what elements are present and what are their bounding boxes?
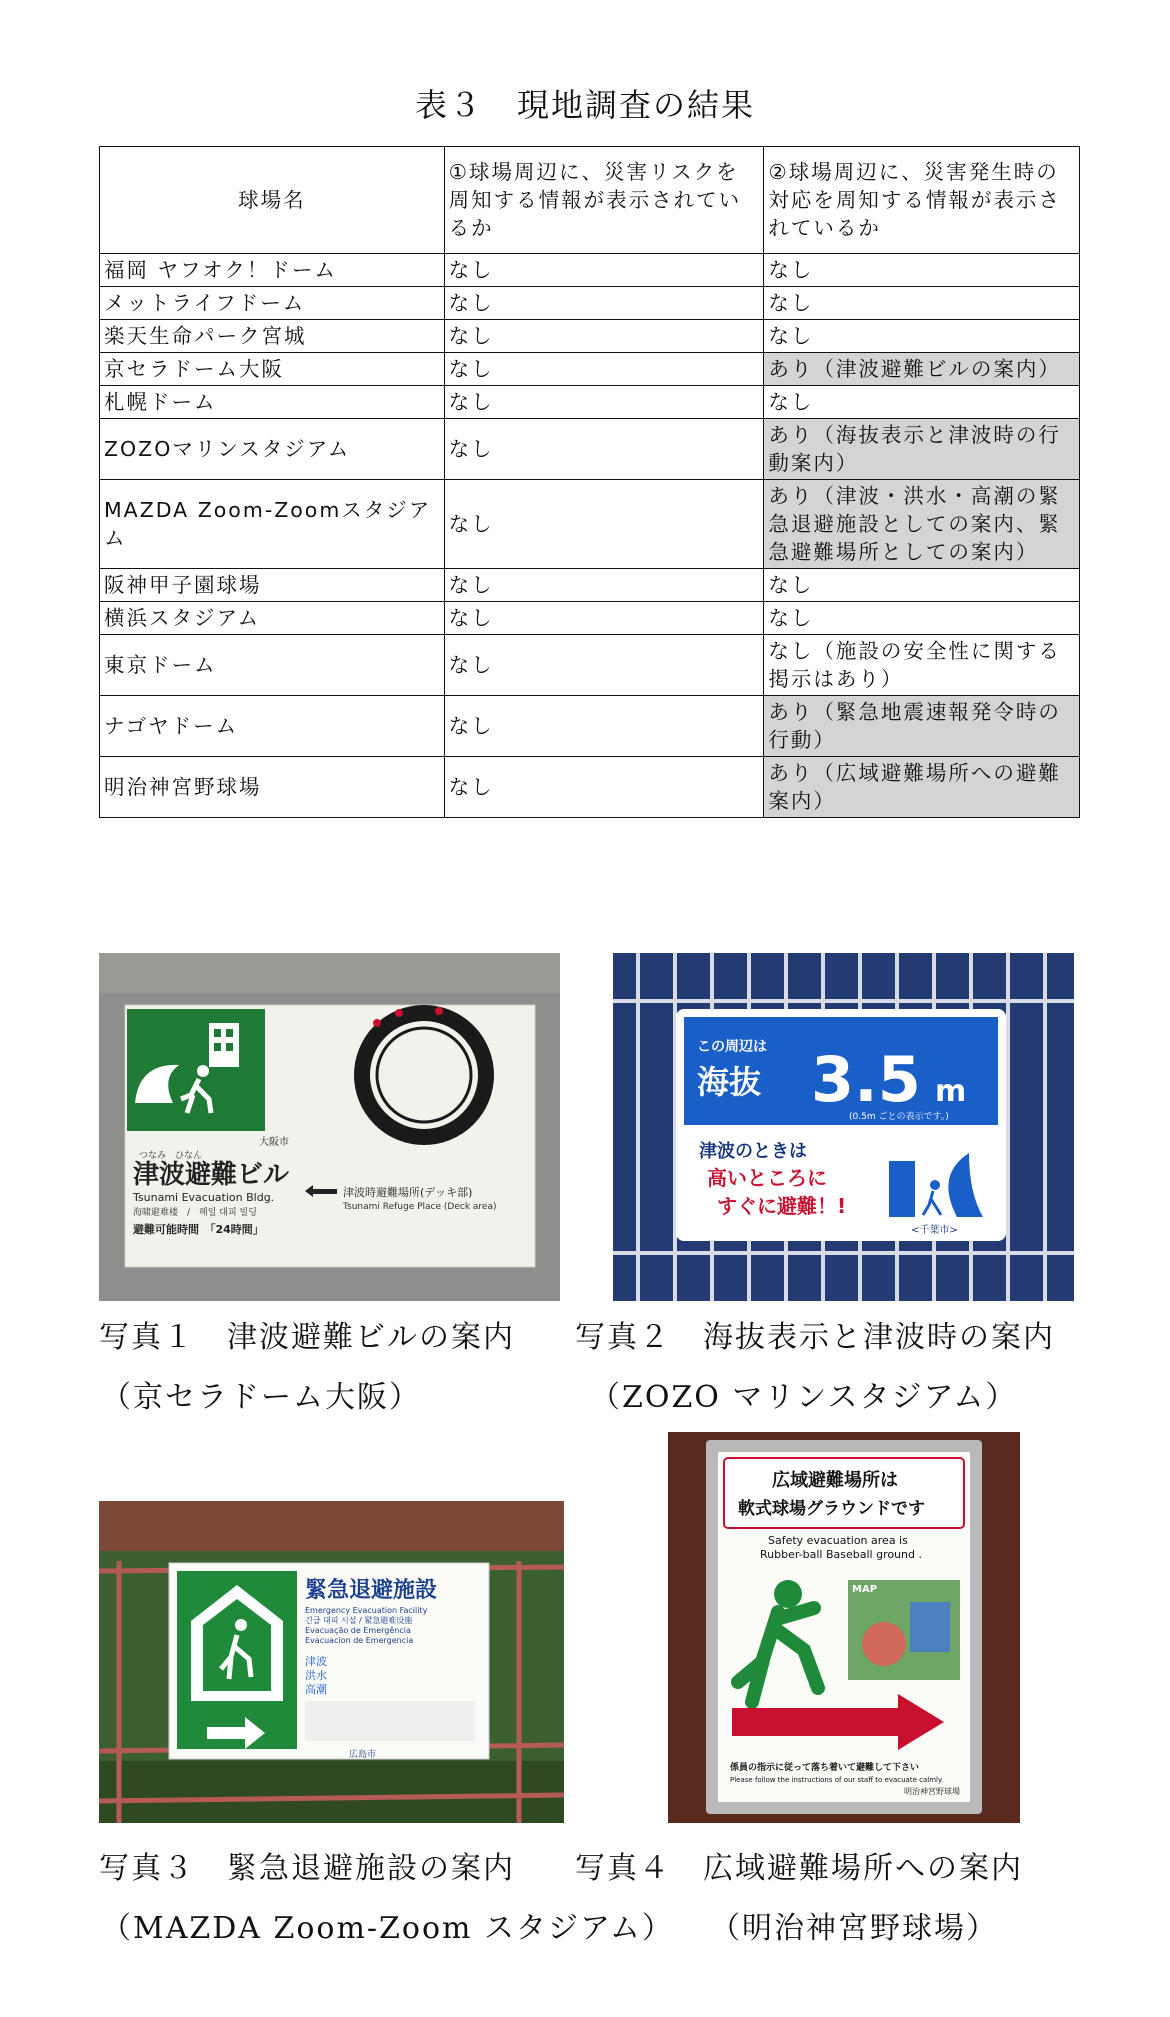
photo-1-subcaption: （京セラドーム大阪） [101, 1380, 421, 1415]
table-row [100, 569, 1080, 602]
photo2-top-small: この周辺は [697, 1039, 767, 1055]
response-info-cell: なし [764, 602, 1080, 635]
response-info-cell: なし [764, 320, 1080, 353]
table-row [100, 353, 1080, 386]
risk-info-cell: なし [444, 287, 764, 320]
photo4-en2: Rubber-ball Baseball ground . [760, 1548, 923, 1561]
photo1-city: 大阪市 [259, 1137, 289, 1148]
risk-info-cell: なし [444, 696, 764, 757]
table-row [100, 386, 1080, 419]
photo4-owner: 明治神宮野球場 [904, 1787, 960, 1796]
response-info-cell: なし [764, 569, 1080, 602]
photo-1-tsunami-building-sign [99, 953, 560, 1301]
stadium-name-cell: 明治神宮野球場 [100, 757, 445, 818]
response-info-cell: あり（津波・洪水・高潮の緊急退避施設としての案内、緊急避難場所としての案内） [764, 480, 1080, 569]
photo1-map-en: Tsunami Refuge Place (Deck area) [343, 1202, 497, 1212]
stadium-name-cell: 京セラドーム大阪 [100, 353, 445, 386]
table-row [100, 254, 1080, 287]
response-info-cell: あり（広域避難場所への避難案内） [764, 757, 1080, 818]
photo3-h2: 洪水 [305, 1669, 327, 1682]
header-risk-info: ①球場周辺に、災害リスクを周知する情報が表示されているか [444, 147, 764, 254]
photo3-en2: 긴급 대피 시설 / 紧急避难设施 [305, 1616, 413, 1625]
photo2-unit: m [935, 1074, 967, 1109]
stadium-name-cell: MAZDA Zoom-Zoomスタジアム [100, 480, 445, 569]
table-row [100, 696, 1080, 757]
tsunami-pictogram-icon [127, 1009, 265, 1131]
photo1-sign-zhko: 海啸避难楼 / 해일 대피 빌딩 [133, 1208, 257, 1218]
results-table [99, 146, 1080, 818]
photo2-city: <千葉市> [911, 1225, 958, 1236]
photo1-sign-en: Tsunami Evacuation Bldg. [133, 1191, 275, 1204]
photo4-title1: 広域避難場所は [772, 1470, 898, 1491]
photo3-en1: Emergency Evacuation Facility [305, 1606, 428, 1615]
photo1-hours: 避難可能時間 「24時間」 [133, 1223, 264, 1236]
photo3-en3: Evacuação de Emergência [305, 1626, 411, 1635]
stadium-name-cell: 阪神甲子園球場 [100, 569, 445, 602]
photo2-value: 3.5 [811, 1043, 921, 1116]
photo2-line2: 高いところに [707, 1166, 827, 1190]
response-info-cell: なし（施設の安全性に関する掲示はあり） [764, 635, 1080, 696]
photo-2-elevation-sign [613, 953, 1074, 1301]
response-info-cell: なし [764, 254, 1080, 287]
photo-4-wide-area-evacuation-sign [668, 1432, 1020, 1823]
photo4-foot2: Please follow the instructions of our staff to evacuate calmly. [730, 1776, 944, 1784]
page-title: 表３ 現地調査の結果 [414, 86, 755, 124]
table-row [100, 320, 1080, 353]
table-row [100, 757, 1080, 818]
stadium-name-cell: 楽天生命パーク宮城 [100, 320, 445, 353]
photo4-foot1: 係員の指示に従って落ち着いて避難して下さい [730, 1763, 920, 1773]
table-row [100, 419, 1080, 480]
photo4-title2: 軟式球場グラウンドです [738, 1499, 925, 1519]
risk-info-cell: なし [444, 757, 764, 818]
table-row [100, 287, 1080, 320]
risk-info-cell: なし [444, 602, 764, 635]
photo-2-caption: 写真２ 海抜表示と津波時の案内 [575, 1320, 1055, 1355]
photo2-note: (0.5m ごとの表示です。) [849, 1112, 949, 1122]
photo4-en1: Safety evacuation area is [768, 1534, 908, 1547]
photo2-line1: 津波のときは [699, 1141, 807, 1162]
risk-info-cell: なし [444, 480, 764, 569]
photo-1-caption: 写真１ 津波避難ビルの案内 [99, 1320, 515, 1355]
stadium-name-cell: 東京ドーム [100, 635, 445, 696]
risk-info-cell: なし [444, 320, 764, 353]
risk-info-cell: なし [444, 254, 764, 287]
results-table-body [100, 254, 1080, 818]
stadium-name-cell: 横浜スタジアム [100, 602, 445, 635]
photo3-h1: 津波 [305, 1655, 327, 1668]
photo1-map-label: 津波時避難場所(デッキ部) [343, 1186, 473, 1199]
photo-4-caption: 写真４ 広域避難場所への案内 [575, 1851, 1023, 1886]
photo-2-subcaption: （ZOZO マリンスタジアム） [590, 1380, 1018, 1415]
stadium-name-cell: ZOZOマリンスタジアム [100, 419, 445, 480]
photo4-map: MAP [852, 1584, 878, 1595]
table-row [100, 480, 1080, 569]
risk-info-cell: なし [444, 635, 764, 696]
risk-info-cell: なし [444, 386, 764, 419]
photo3-title: 緊急退避施設 [305, 1578, 438, 1603]
photo3-city: 広島市 [349, 1750, 377, 1760]
risk-info-cell: なし [444, 569, 764, 602]
response-info-cell: あり（緊急地震速報発令時の行動） [764, 696, 1080, 757]
risk-info-cell: なし [444, 419, 764, 480]
photo-4-subcaption: （明治神宮野球場） [710, 1911, 998, 1946]
table-row [100, 635, 1080, 696]
table-row [100, 602, 1080, 635]
photo1-ruby: つなみ ひなん [139, 1151, 203, 1161]
photo3-h3: 高潮 [305, 1683, 327, 1696]
response-info-cell: なし [764, 287, 1080, 320]
photo2-line3: すぐに避難！! [717, 1194, 847, 1218]
risk-info-cell: なし [444, 353, 764, 386]
stadium-name-cell: メットライフドーム [100, 287, 445, 320]
stadium-name-cell: 札幌ドーム [100, 386, 445, 419]
header-response-info: ②球場周辺に、災害発生時の対応を周知する情報が表示されているか [764, 147, 1080, 254]
photo-3-caption: 写真３ 緊急退避施設の案内 [99, 1851, 515, 1886]
response-info-cell: あり（津波避難ビルの案内） [764, 353, 1080, 386]
photo-3-subcaption: （MAZDA Zoom-Zoom スタジアム） [101, 1911, 674, 1946]
photo-3-emergency-facility-sign [99, 1501, 564, 1823]
stadium-name-cell: ナゴヤドーム [100, 696, 445, 757]
header-stadium: 球場名 [100, 147, 445, 254]
stadium-name-cell: 福岡 ヤフオク！ドーム [100, 254, 445, 287]
response-info-cell: なし [764, 386, 1080, 419]
response-info-cell: あり（海抜表示と津波時の行動案内） [764, 419, 1080, 480]
photo3-en4: Evacuacion de Emergencia [305, 1636, 414, 1645]
photo1-sign-title: 津波避難ビル [133, 1160, 290, 1190]
photo2-label: 海抜 [697, 1063, 762, 1101]
